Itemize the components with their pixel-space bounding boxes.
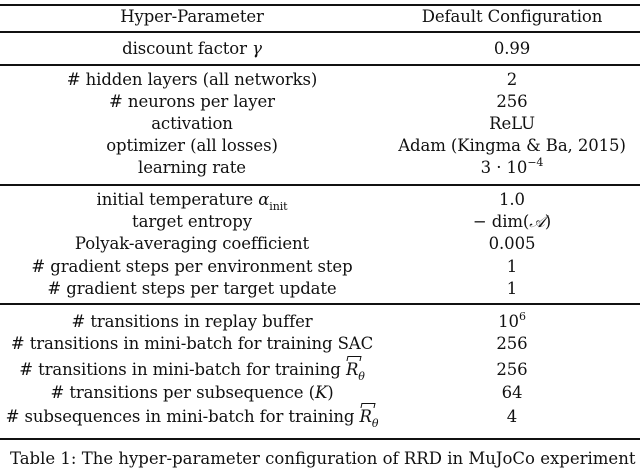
param-gradient-steps-env: # gradient steps per environment step	[31, 257, 353, 276]
param-gradient-steps-target: # gradient steps per target update	[47, 279, 337, 298]
header-value: Default Configuration	[421, 7, 603, 26]
param-initial-temperature	[0, 189, 384, 214]
param-transitions-per-subsequence	[0, 382, 384, 404]
param-polyak: Polyak-averaging coefficient	[74, 234, 310, 253]
param-minibatch-sac: # transitions in mini-batch for training SAC	[10, 334, 374, 353]
param-label: # transitions in mini-batch for training	[19, 360, 341, 379]
value-transitions-per-subsequence: 64	[501, 383, 523, 402]
param-label: # transitions per subsequence (	[50, 383, 315, 402]
header-rule	[0, 31, 640, 33]
param-label: initial temperature	[96, 190, 254, 209]
value-hidden-layers: 2	[506, 70, 518, 89]
group-rule-1	[0, 64, 640, 66]
param-symbol: γ	[252, 39, 262, 58]
group-rule-2	[0, 184, 640, 186]
param-activation: activation	[151, 114, 233, 133]
value-initial-temperature: 1.0	[499, 190, 525, 209]
param-symbol: K	[314, 383, 328, 402]
param-neurons-per-layer: # neurons per layer	[109, 92, 275, 111]
param-minibatch-r	[0, 359, 384, 384]
param-subsequences-minibatch	[0, 406, 384, 431]
value-prefix: − dim(	[472, 212, 530, 231]
value-neurons-per-layer: 256	[496, 92, 528, 111]
table-caption: Table 1: The hyper-parameter configuration of RRD in MuJoCo experiment	[10, 449, 636, 468]
value-polyak: 0.005	[488, 234, 536, 253]
value-subsequences-minibatch: 4	[506, 407, 518, 426]
value-activation: ReLU	[489, 114, 535, 133]
param-optimizer: optimizer (all losses)	[106, 136, 278, 155]
value-gradient-steps-env: 1	[506, 257, 518, 276]
param-replay-buffer: # transitions in replay buffer	[71, 312, 313, 331]
value-discount-factor: 0.99	[493, 39, 531, 58]
value-base: 10	[498, 312, 519, 331]
param-label: # subsequences in mini-batch for training	[5, 407, 355, 426]
value-minibatch-sac: 256	[496, 334, 528, 353]
value-exponent: 6	[518, 309, 526, 323]
value-symbol: 𝒜	[529, 212, 545, 231]
param-symbol: R	[345, 360, 359, 379]
group-rule-3	[0, 303, 640, 305]
param-symbol: R	[359, 407, 372, 426]
value-suffix: )	[544, 212, 552, 231]
value-learning-rate	[384, 157, 640, 179]
value-exponent: −4	[527, 155, 544, 169]
param-learning-rate: learning rate	[138, 158, 246, 177]
value-minibatch-r: 256	[496, 360, 528, 379]
header-param: Hyper-Parameter	[120, 7, 264, 26]
table-bottom-rule	[0, 438, 640, 440]
param-discount-factor	[0, 38, 384, 60]
value-optimizer: Adam (Kingma & Ba, 2015)	[398, 136, 626, 155]
param-target-entropy: target entropy	[132, 212, 252, 231]
param-label: discount factor	[122, 39, 247, 58]
value-gradient-steps-target: 1	[506, 279, 518, 298]
value-replay-buffer	[384, 311, 640, 333]
value-base: 3 · 10	[480, 158, 528, 177]
param-subscript: θ	[358, 370, 365, 384]
value-target-entropy	[384, 211, 640, 233]
param-subscript: init	[269, 200, 288, 214]
param-suffix: )	[327, 383, 334, 402]
param-hidden-layers: # hidden layers (all networks)	[66, 70, 318, 89]
param-symbol: α	[258, 190, 270, 209]
param-subscript: θ	[371, 417, 379, 431]
